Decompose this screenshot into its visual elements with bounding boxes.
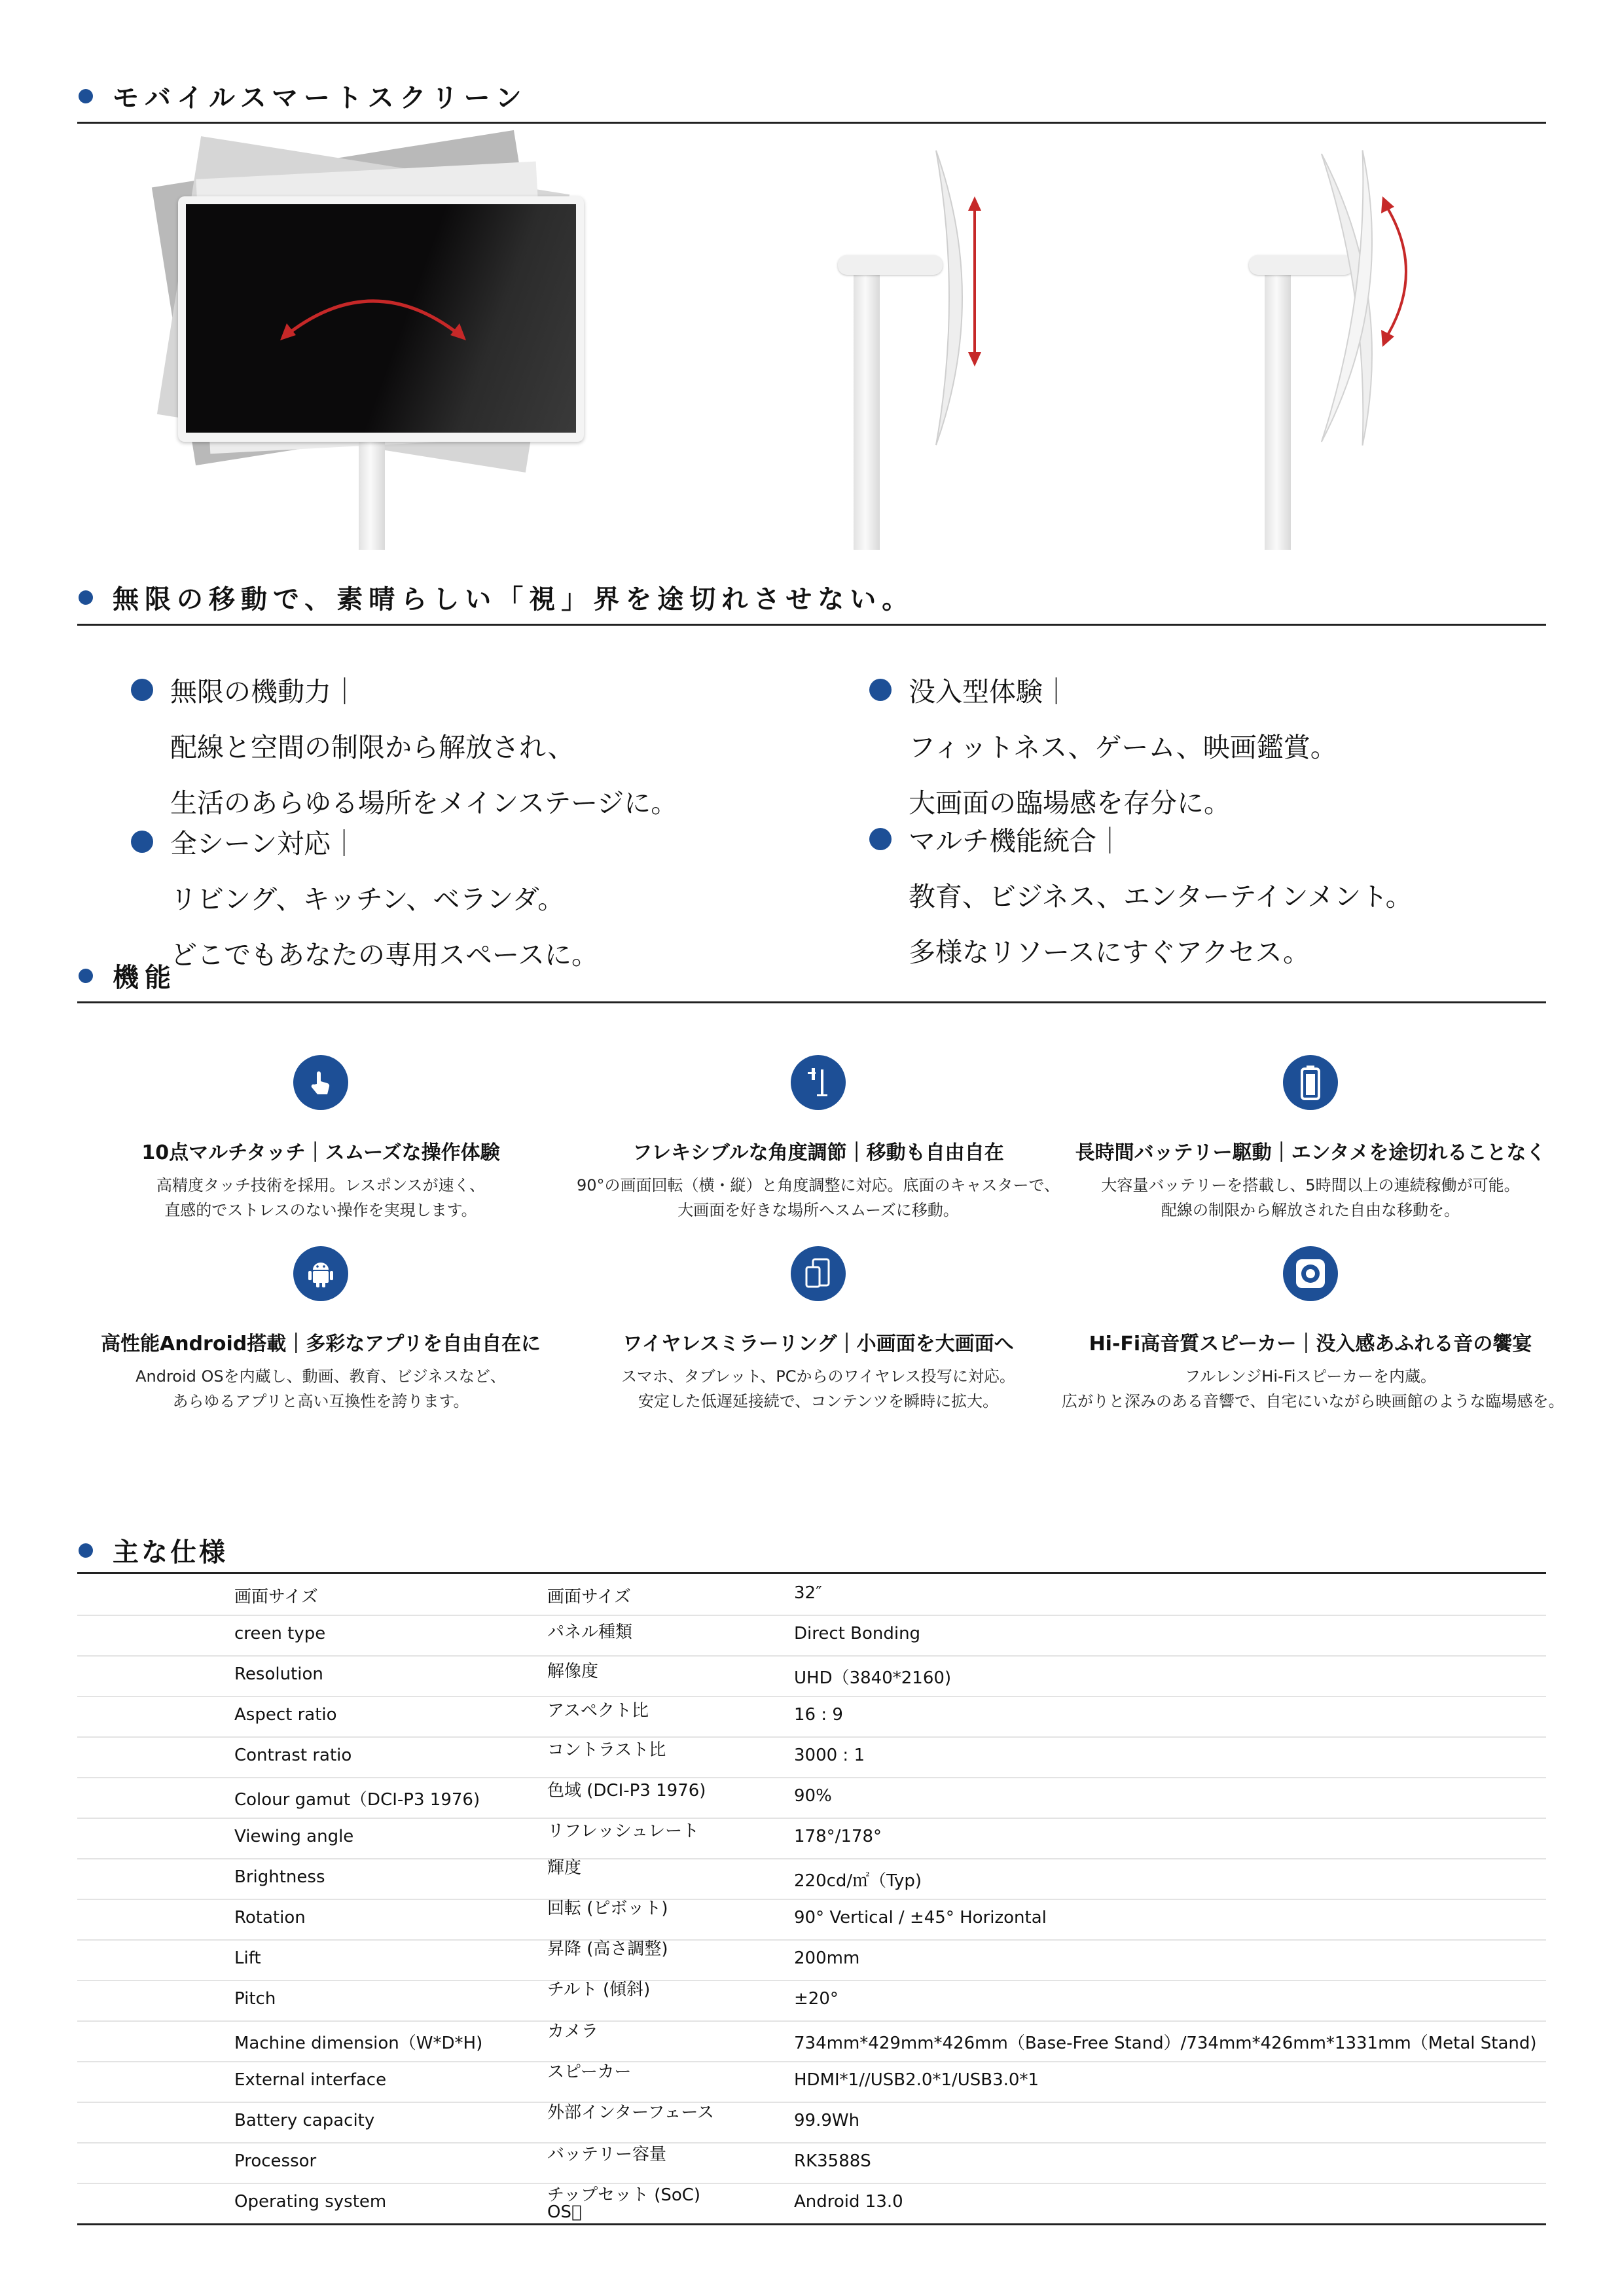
spec-label-en: 画面サイズ [234, 1587, 318, 1607]
bullet-dot [869, 679, 892, 701]
bullet-dot [131, 831, 153, 853]
function-card [1062, 1246, 1564, 1414]
table-row [77, 2020, 1546, 2062]
spec-value: 90° Vertical / ±45° Horizontal [794, 1908, 1047, 1928]
bullet-dot [79, 89, 93, 103]
table-row [77, 1899, 1546, 1941]
function-desc-line: 配線の制限から解放された自由な移動を。 [1161, 1201, 1460, 1219]
table-row [77, 1736, 1546, 1778]
table-row [77, 2061, 1546, 2103]
spec-value: 200mm [794, 1948, 860, 1968]
table-row [77, 2102, 1546, 2144]
function-desc-line: 大画面を好きな場所へスムーズに移動。 [677, 1201, 959, 1219]
function-title: ワイヤレスミラーリング｜小画面を大画面へ [623, 1333, 1014, 1355]
function-desc-line: Android OSを内蔵し、動画、教育、ビジネスなど、 [135, 1367, 506, 1386]
feature-line: 教育、ビジネス、エンターテインメント。 [909, 881, 1413, 912]
feature-item [131, 670, 677, 820]
spec-label-jp: 解像度 [547, 1662, 599, 1681]
lift-arrow-icon [965, 196, 984, 367]
table-row [77, 2142, 1546, 2184]
spec-label-jp: カメラ [547, 2022, 599, 2041]
spec-value: 734mm*429mm*426mm（Base-Free Stand）/734mm*426mm*1331mm（Metal Stand) [794, 2034, 1537, 2053]
spec-label-jp: 回転 (ピボット) [547, 1899, 668, 1918]
function-desc-line: フルレンジHi-Fiスピーカーを内蔵。 [1185, 1367, 1436, 1386]
spec-label-en: Lift [234, 1948, 261, 1968]
feature-item [869, 819, 1413, 969]
feature-line: フィットネス、ゲーム、映画鑑賞。 [909, 732, 1337, 763]
function-title: 高性能Android搭載｜多彩なアプリを自由自在に [100, 1333, 541, 1355]
table-row [77, 1696, 1546, 1738]
function-desc-line: 安定した低遅延接続で、コンテンツを瞬時に拡大。 [638, 1392, 999, 1410]
hero-side-tilt-view [1231, 144, 1440, 550]
section-header-infinite [79, 579, 914, 616]
spec-label-jp: 昇降 (高さ調整) [547, 1939, 668, 1959]
spec-label-en: Operating system [234, 2192, 387, 2212]
bullet-dot [131, 679, 153, 701]
section-header-mobile [79, 77, 528, 115]
speaker-icon [1283, 1246, 1338, 1301]
function-desc-line: 高精度タッチ技術を採用。レスポンスが速く、 [156, 1176, 486, 1194]
feature-line: どこでもあなたの専用スペースに。 [170, 939, 598, 971]
feature-line: 生活のあらゆる場所をメインステージに。 [170, 787, 678, 819]
spec-label-jp: OS􀀀 [547, 2202, 582, 2222]
spec-label-jp: 輝度 [547, 1858, 582, 1878]
spec-value: 16 : 9 [794, 1705, 843, 1725]
feature-line: リビング、キッチン、ベランダ。 [170, 884, 565, 915]
spec-value: 99.9Wh [794, 2111, 860, 2130]
function-title: フレキシブルな角度調節｜移動も自由自在 [632, 1141, 1004, 1164]
spec-value: 220cd/㎡（Typ) [794, 1871, 922, 1891]
spec-value: 32″ [794, 1583, 822, 1603]
hero-side-lift-view [812, 144, 1008, 550]
spec-value: 90% [794, 1786, 832, 1806]
spec-label-en: creen type [234, 1624, 326, 1643]
spec-label-jp: 色域 (DCI-P3 1976) [547, 1781, 706, 1801]
feature-title: 没入型体験｜ [909, 676, 1070, 708]
battery-icon [1283, 1055, 1338, 1110]
bullet-dot [79, 590, 93, 605]
section-rule [77, 1001, 1546, 1003]
spec-label-jp: 外部インターフェース [547, 2103, 715, 2123]
spec-label-jp: 画面サイズ [547, 1587, 631, 1607]
feature-title: 全シーン対応｜ [170, 828, 358, 859]
function-card [569, 1055, 1067, 1223]
function-desc-line: 直感的でストレスのない操作を実現します。 [164, 1201, 477, 1219]
function-card [72, 1055, 569, 1223]
spec-value: Direct Bonding [794, 1624, 921, 1643]
function-desc-line: 広がりと深みのある音響で、自宅にいながら映画館のような臨場感を。 [1062, 1392, 1564, 1410]
function-desc-line: 大容量バッテリーを搭載し、5時間以上の連続稼働が可能。 [1101, 1176, 1520, 1194]
table-row [77, 1858, 1546, 1900]
section-header-functions [79, 957, 177, 994]
spec-label-jp: アスペクト比 [547, 1701, 649, 1721]
table-row [77, 1615, 1546, 1657]
function-desc-line: あらゆるアプリと高い互換性を誇ります。 [172, 1392, 469, 1410]
table-row [77, 1818, 1546, 1859]
feature-line: 大画面の臨場感を存分に。 [909, 787, 1231, 819]
spec-label-jp: コントラスト比 [547, 1740, 666, 1760]
spec-label-en: External interface [234, 2070, 387, 2090]
stand-icon [791, 1055, 846, 1110]
feature-line: 多様なリソースにすぐアクセス。 [909, 937, 1310, 968]
spec-label-en: Resolution [234, 1664, 323, 1684]
section-rule [77, 122, 1546, 124]
function-desc-line: 90°の画面回転（横・縦）と角度調整に対応。底面のキャスターで、 [576, 1176, 1060, 1194]
spec-label-jp: チップセット (SoC) [547, 2185, 701, 2205]
spec-label-en: Aspect ratio [234, 1705, 337, 1725]
spec-label-en: Battery capacity [234, 2111, 375, 2130]
function-card [1062, 1055, 1559, 1223]
spec-value: 3000 : 1 [794, 1746, 865, 1765]
table-row [77, 1574, 1546, 1616]
spec-label-jp: パネル種類 [547, 1623, 633, 1642]
function-card [569, 1246, 1067, 1414]
android-icon [293, 1246, 348, 1301]
spec-label-en: Brightness [234, 1867, 325, 1887]
section-rule [77, 624, 1546, 626]
function-title: 10点マルチタッチ｜スムーズな操作体験 [141, 1141, 500, 1164]
hero-front-view [151, 151, 596, 550]
section-title: 機能 [113, 963, 177, 993]
spec-label-jp: バッテリー容量 [547, 2145, 667, 2164]
function-title: Hi-Fi高音質スピーカー｜没入感あふれる音の饗宴 [1089, 1333, 1532, 1355]
spec-label-jp: スピーカー [547, 2062, 632, 2082]
section-title: 無限の移動で、素晴らしい「視」界を途切れさせない。 [113, 584, 914, 615]
section-title: 主な仕様 [113, 1537, 228, 1568]
table-row [77, 1655, 1546, 1697]
function-desc-line: スマホ、タブレット、PCからのワイヤレス投写に対応。 [621, 1367, 1015, 1386]
table-row [77, 2183, 1546, 2225]
spec-value: UHD（3840*2160) [794, 1668, 952, 1688]
bullet-dot [869, 828, 892, 850]
table-row [77, 1777, 1546, 1819]
bullet-dot [79, 969, 93, 983]
spec-value: ±20° [794, 1989, 839, 2009]
tilt-arrow-icon [1380, 196, 1419, 347]
feature-item [869, 670, 1337, 820]
spec-value: 178°/178° [794, 1827, 882, 1846]
spec-value: HDMI*1//USB2.0*1/USB3.0*1 [794, 2070, 1039, 2090]
mirroring-icon [791, 1246, 846, 1301]
spec-label-en: Viewing angle [234, 1827, 354, 1846]
feature-line: 配線と空間の制限から解放され、 [170, 732, 575, 763]
spec-label-jp: リフレッシュレート [547, 1821, 700, 1841]
feature-item [131, 822, 598, 972]
feature-title: マルチ機能統合｜ [909, 825, 1123, 857]
spec-label-en: Machine dimension（W*D*H) [234, 2034, 483, 2053]
function-title: 長時間バッテリー駆動｜エンタメを途切れることなく [1075, 1141, 1546, 1164]
section-header-specs [79, 1532, 228, 1569]
spec-value: Android 13.0 [794, 2192, 903, 2212]
spec-label-jp: チルト (傾斜) [547, 1980, 651, 2000]
touch-icon [293, 1055, 348, 1110]
spec-label-en: Pitch [234, 1989, 276, 2009]
rotation-arrow-icon [275, 275, 471, 347]
spec-value: RK3588S [794, 2151, 871, 2171]
table-row [77, 1939, 1546, 1981]
table-row [77, 1980, 1546, 2022]
spec-label-en: Rotation [234, 1908, 306, 1928]
bullet-dot [79, 1543, 93, 1558]
function-card [72, 1246, 569, 1414]
spec-label-en: Colour gamut（DCI-P3 1976) [234, 1790, 480, 1810]
spec-label-en: Contrast ratio [234, 1746, 352, 1765]
feature-title: 無限の機動力｜ [170, 676, 358, 708]
spec-label-en: Processor [234, 2151, 317, 2171]
section-title: モバイルスマートスクリーン [113, 83, 528, 113]
